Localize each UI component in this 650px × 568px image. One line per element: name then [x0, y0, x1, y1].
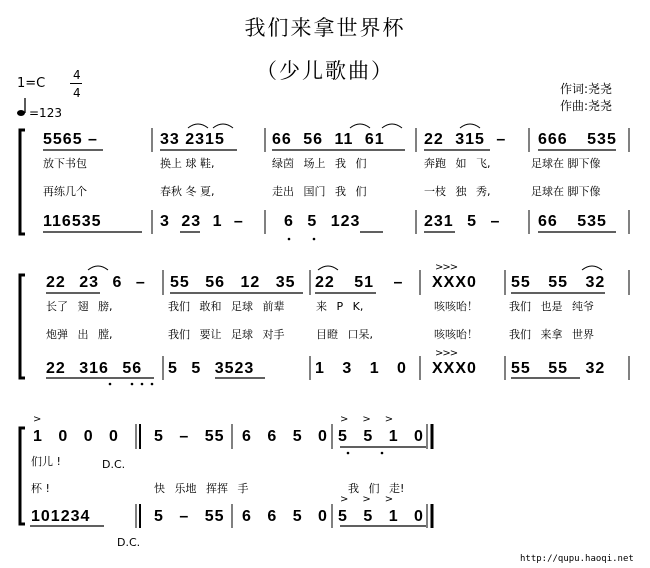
s3-top-measure-2: 5 – 55	[154, 428, 225, 445]
s3-bottom-measure-3: 6 6 5 0	[242, 508, 328, 525]
s3-lyric2-m3: 我 们 走!	[348, 482, 405, 495]
s3-accent-mark-3: >>>	[340, 494, 408, 505]
time-signature-bottom: 4	[73, 86, 81, 100]
s1-top-measure-1: 5565 –	[43, 131, 98, 148]
s3-bottom-measure-1: 101234	[31, 508, 91, 525]
s2-lyric1-m3: 来 P K,	[316, 300, 364, 313]
s1-lyric1-m3: 绿茵 场上 我 们	[272, 157, 367, 170]
s1-top-measure-2: 33 2315	[160, 131, 225, 148]
s1-bottom-measure-2: 3 23 1 –	[160, 213, 244, 230]
s2-bottom-measure-3: 1 3 1 0	[315, 360, 407, 377]
s3-accent-mark-1: >	[33, 414, 42, 425]
s2-lyric2-m2: 我们 要让 足球 对手	[168, 328, 285, 341]
s2-top-measure-5: 55 55 32	[511, 274, 606, 291]
song-subtitle: （少儿歌曲）	[256, 59, 394, 83]
s2-top-measure-1: 22 23 6 –	[46, 274, 146, 291]
s1-bottom-measure-3: 6 5 123	[284, 213, 361, 230]
s3-lyric2-m2: 快 乐地 挥挥 手	[154, 482, 249, 495]
s2-accent-marks: >>>	[435, 262, 458, 273]
s3-top-measure-1: 1 0 0 0	[33, 428, 119, 445]
s1-bottom-measure-4: 231 5 –	[424, 213, 501, 230]
s2-lyric1-m1: 长了 翅 膀,	[46, 300, 113, 313]
s2-lyric2-m3: 目瞪 口呆,	[316, 328, 373, 341]
s3-accent-mark-2: >>>	[340, 414, 408, 425]
s3-bottom-measure-4: 5 5 1 0	[338, 508, 424, 525]
s3-lyric2-m1: 杯 !	[31, 482, 50, 495]
s2-lyric2-m5: 我们 来拿 世界	[509, 328, 594, 341]
s3-dc-marker-top: D.C.	[102, 458, 126, 471]
s2-lyric2-m1: 炮弹 出 膛,	[46, 328, 113, 341]
s3-bottom-measure-2: 5 – 55	[154, 508, 225, 525]
song-title: 我们来拿世界杯	[244, 16, 406, 40]
s2-bottom-measure-1: 22 316 56	[46, 360, 143, 377]
s1-lyric2-m5: 足球在 脚下像	[531, 185, 601, 198]
time-signature-top: 4	[73, 68, 81, 82]
s1-lyric1-m4: 奔跑 如 飞,	[424, 157, 491, 170]
s2-bottom-measure-4: XXX0	[432, 360, 477, 377]
s3-top-measure-4: 5 5 1 0	[338, 428, 424, 445]
s2-accent-marks-bottom: >>>	[435, 348, 458, 359]
composer-credit: 作曲:尧尧	[560, 99, 613, 113]
s2-top-measure-2: 55 56 12 35	[170, 274, 296, 291]
s1-lyric1-m5: 足球在 脚下像	[531, 157, 601, 170]
s3-lyric1-m1: 们儿 !	[31, 455, 61, 468]
key-signature: 1=C	[17, 76, 46, 91]
s1-lyric2-m4: 一枝 独 秀,	[424, 185, 491, 198]
s1-lyric2-m2: 春秋 冬 夏,	[160, 185, 215, 198]
s2-bottom-measure-2: 5 5 3523	[168, 360, 255, 377]
watermark-url: http://qupu.haoqi.net	[520, 554, 634, 564]
s1-lyric2-m3: 走出 国门 我 们	[272, 185, 367, 198]
s1-lyric1-m1: 放下书包	[43, 157, 87, 170]
s1-bottom-measure-1: 116535	[43, 213, 102, 230]
s2-lyric1-m2: 我们 敢和 足球 前辈	[168, 300, 285, 313]
s3-dc-marker-bottom: D.C.	[117, 536, 141, 549]
s2-lyric1-m5: 我们 也是 纯爷	[509, 300, 594, 313]
s2-lyric2-m4: 咳咳咍！	[434, 328, 478, 341]
s1-bottom-measure-5: 66 535	[538, 213, 607, 230]
s2-top-measure-4: XXX0	[432, 274, 477, 291]
s2-lyric1-m4: 咳咳咍！	[434, 300, 478, 313]
s1-lyric2-m1: 再练几个	[43, 185, 87, 198]
s1-top-measure-3: 66 56 11 61	[272, 131, 385, 148]
tempo-marking: =123	[29, 106, 62, 120]
s2-bottom-measure-5: 55 55 32	[511, 360, 606, 377]
lyricist-credit: 作词:尧尧	[560, 82, 613, 96]
s3-top-measure-3: 6 6 5 0	[242, 428, 328, 445]
s1-top-measure-5: 666 535	[538, 131, 617, 148]
s1-top-measure-4: 22 315 –	[424, 131, 507, 148]
s1-lyric1-m2: 换上 球 鞋,	[160, 157, 215, 170]
s2-top-measure-3: 22 51 –	[315, 274, 404, 291]
